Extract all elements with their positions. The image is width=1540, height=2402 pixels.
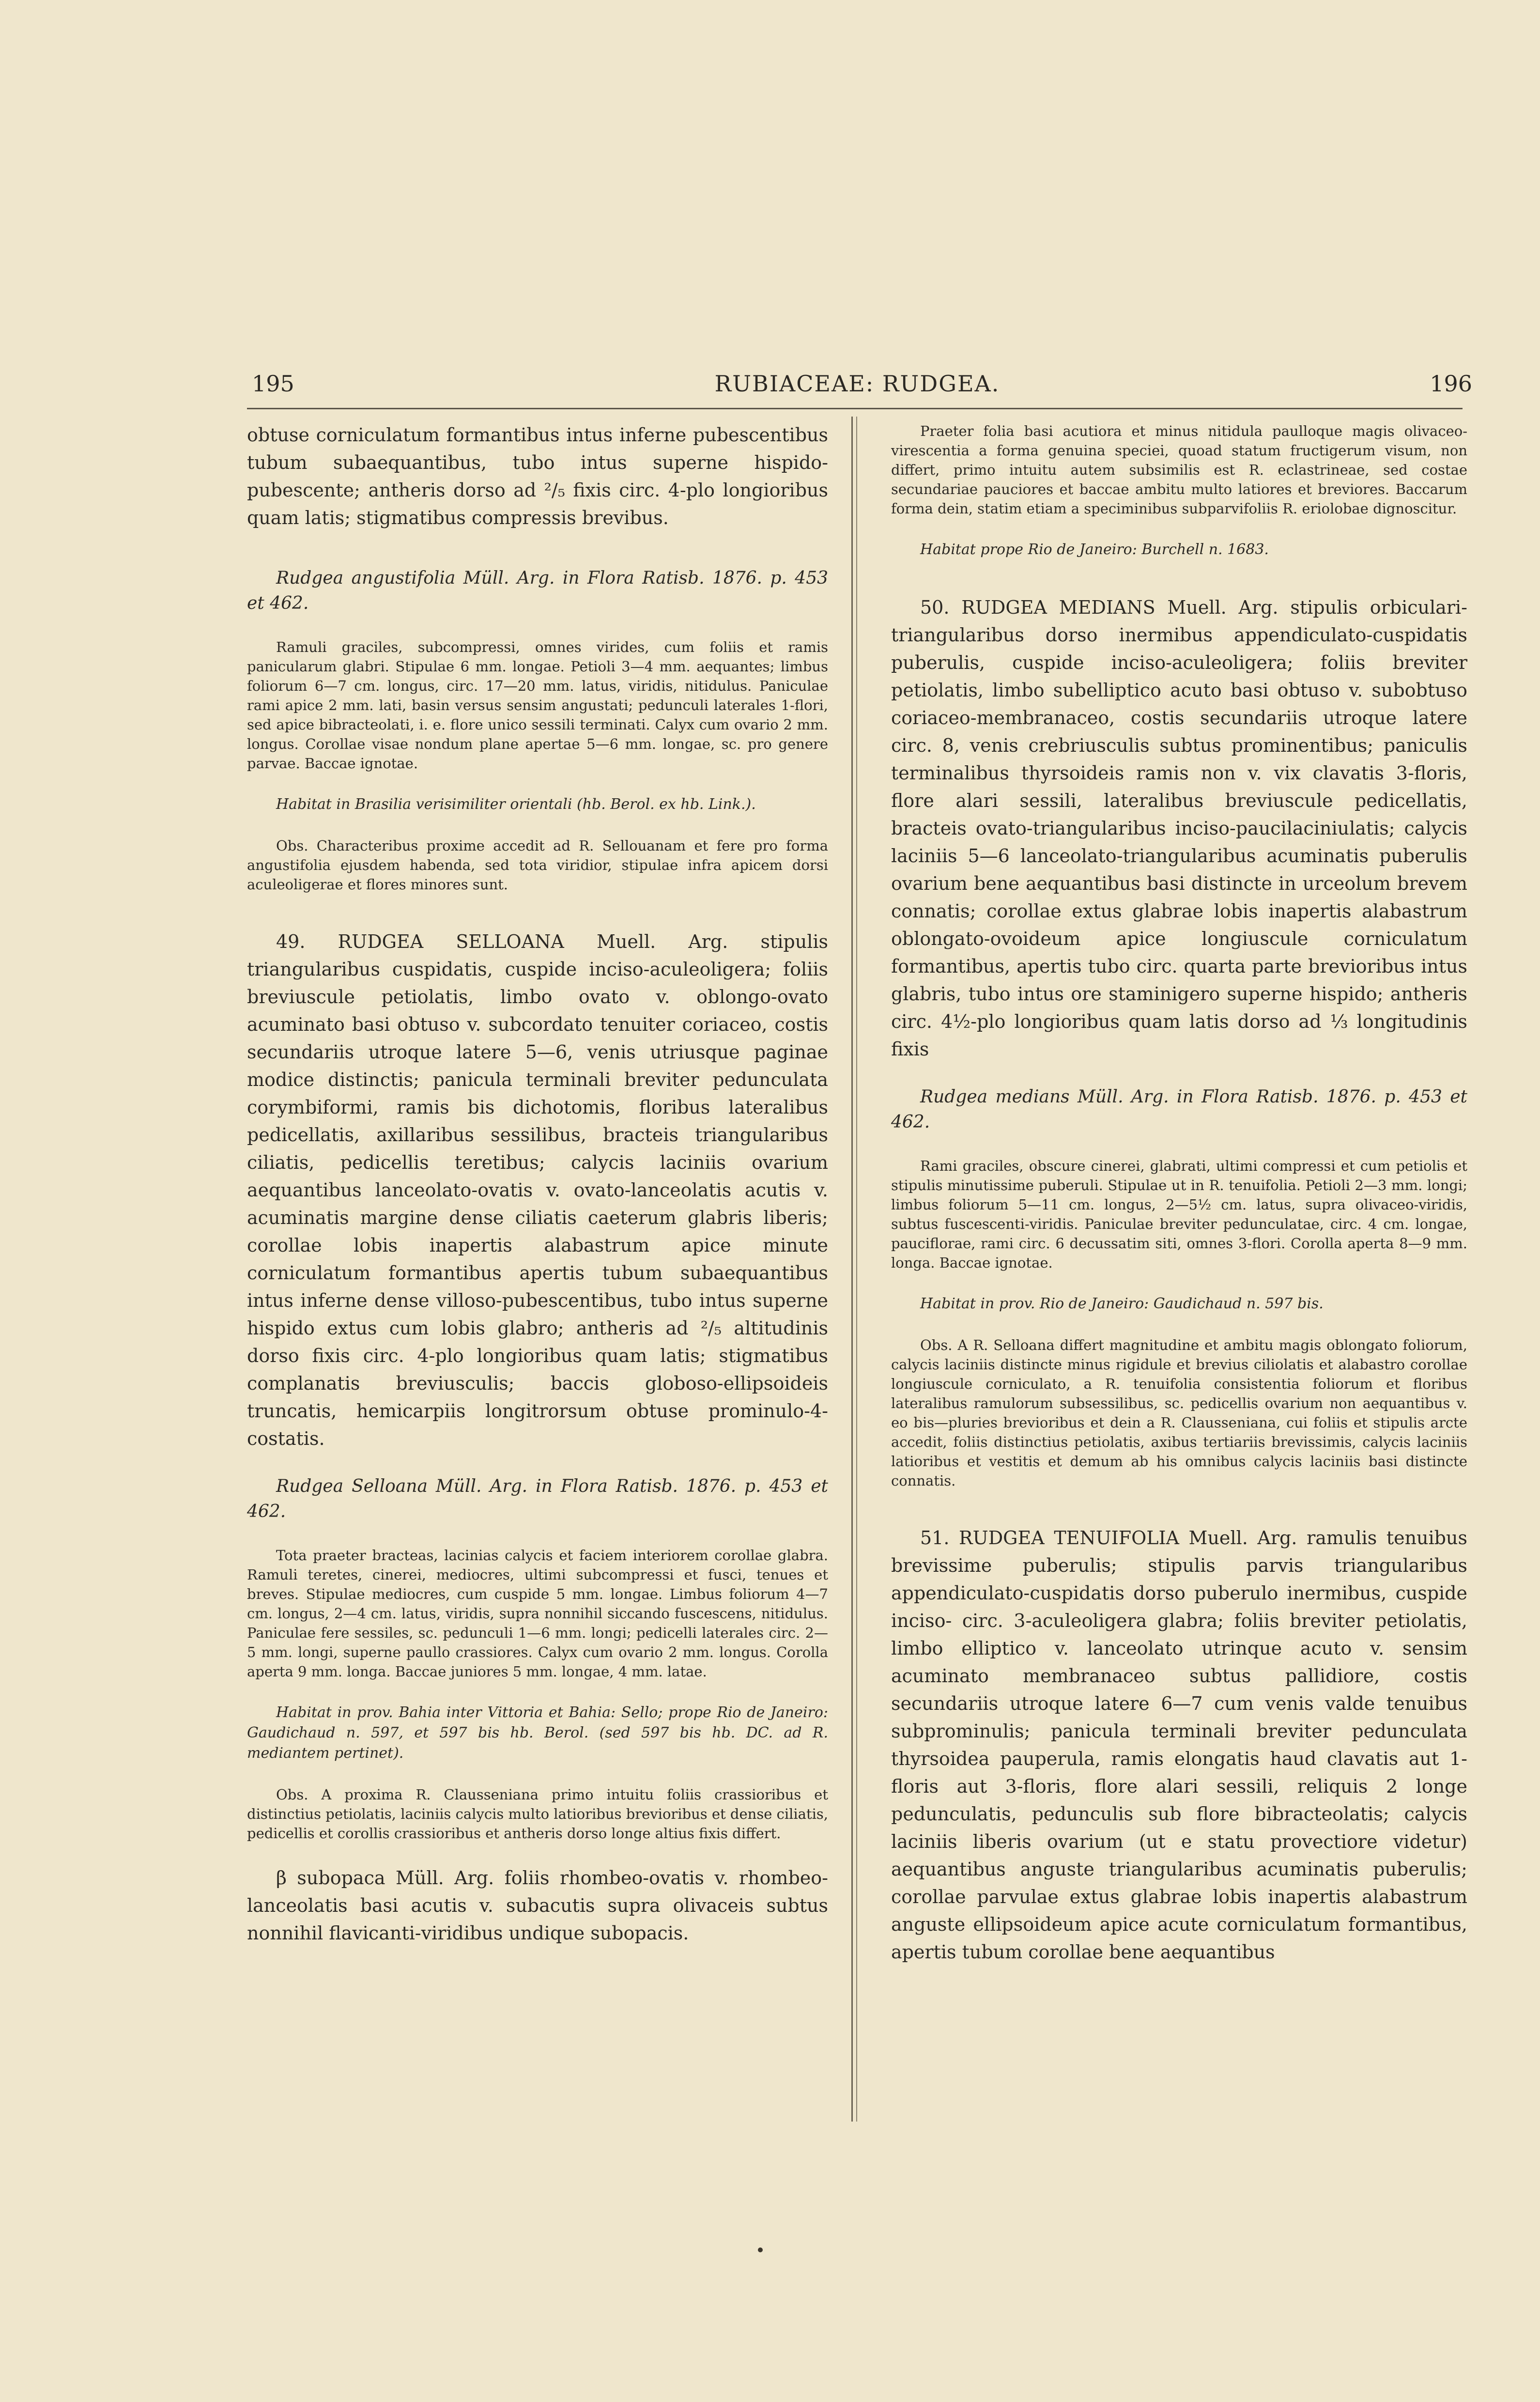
page-number-left: 195: [252, 371, 294, 397]
citation-selloana: Rudgea Selloana Müll. Arg. in Flora Ratisb. 1876. p. 453 et 462.: [247, 1476, 828, 1521]
continuation-paragraph: obtuse corniculatum formantibus intus inferne pubescentibus tubum subaequantibus, tubo intus superne hispido-pubescente; antheris dorso ad ²/₅ fixis circ. 4-plo longioribus quam latis; stigmatibus compressis brevibus.: [247, 424, 828, 528]
running-title: RUBIACEAE: RUDGEA.: [714, 371, 1000, 397]
habitat-medians: Habitat in prov. Rio de Janeiro: Gaudichaud n. 597 bis.: [920, 1295, 1324, 1312]
header-rule: [247, 408, 1463, 409]
description-medians: Rami graciles, obscure cinerei, glabrati, ultimi compressi et cum petiolis et stipulis minutissime puberuli. Stipulae ut in R. tenuifolia. Petioli 2—3 mm. longi; limbus foliorum 5—11 cm. longus, 2—5½ cm. latus, supra olivaceo-viridis, subtus fuscescenti-viridis. Paniculae breviter pedunculatae, circ. 4 cm. longae, pauciflorae, rami circ. 6 decussatim siti, omnes 3-flori. Corolla aperta 8—9 mm. longa. Baccae ignotae.: [891, 1158, 1467, 1271]
habitat-burchell: Habitat prope Rio de Janeiro: Burchell n. 1683.: [920, 541, 1269, 558]
running-header: [242, 371, 1472, 404]
habitat-selloana: Habitat in prov. Bahia inter Vittoria et Bahia: Sello; prope Rio de Janeiro: Gaudichaud n. 597, et 597 bis hb. Berol. (sed 597 bis hb. DC. ad R. mediantem pertinet).: [247, 1704, 828, 1762]
left-column: [247, 421, 828, 1947]
column-rule-inner: [856, 417, 857, 2122]
page-number-right: 196: [1430, 371, 1472, 397]
description-angustifolia: Ramuli graciles, subcompressi, omnes virides, cum foliis et ramis panicularum glabri. Stipulae 6 mm. longae. Petioli 3—4 mm. aequantes; limbus foliorum 6—7 cm. longus, circ. 17—20 mm. latus, viridis, nitidulus. Paniculae rami apice 2 mm. lati, basin versus sensim angustati; pedunculi laterales 1-flori, sed apice bibracteolati, i. e. flore unico sessili terminati. Calyx cum ovario 2 mm. longus. Corollae visae nondum plane apertae 5—6 mm. longae, sc. pro genere parvae. Baccae ignotae.: [247, 639, 828, 772]
variety-note: Praeter folia basi acutiora et minus nitidula paulloque magis olivaceo-virescentia a forma genuina speciei, quoad statum fructigerum visum, non differt, primo intuitu autem subsimilis est R. eclastrineae, sed costae secundariae pauciores et baccae ambitu multo latiores et breviores. Baccarum forma dein, statim etiam a speciminibus subparvifoliis R. eriolobae dignoscitur.: [891, 423, 1467, 517]
species-51-tenuifolia: 51. RUDGEA TENUIFOLIA Muell. Arg. ramulis tenuibus brevissime puberulis; stipulis parvis triangularibus appendiculato-cuspidatis dorso puberulo inermibus, cuspide inciso- circ. 3-aculeoligera glabra; foliis breviter petiolatis, limbo elliptico v. lanceolato utrinque acuto v. sensim acuminato membranaceo subtus pallidiore, costis secundariis utroque latere 6—7 cum venis valde tenuibus subprominulis; panicula terminali breviter pedunculata thyrsoidea pauperula, ramis elongatis haud clavatis aut 1-floris aut 3-floris, flore alari sessili, reliquis 2 longe pedunculatis, pedunculis sub flore bibracteolatis; calycis laciniis liberis ovarium (ut e statu provectiore videtur) aequantibus anguste triangularibus acuminatis puberulis; corollae parvulae extus glabrae lobis inapertis alabastrum anguste ellipsoideum apice acute corniculatum formantibus, apertis tubum corollae bene aequantibus: [891, 1527, 1467, 1963]
right-column: [891, 421, 1467, 1966]
citation-medians: Rudgea medians Müll. Arg. in Flora Ratisb. 1876. p. 453 et 462.: [891, 1087, 1467, 1132]
ink-spot: [758, 2247, 763, 2252]
species-49-selloana: 49. RUDGEA SELLOANA Muell. Arg. stipulis triangularibus cuspidatis, cuspide inciso-aculeoligera; foliis breviuscule petiolatis, limbo ovato v. oblongo-ovato acuminato basi obtuso v. subcordato tenuiter coriaceo, costis secundariis utroque latere 5—6, venis utriusque paginae modice distinctis; panicula terminali breviter pedunculata corymbiformi, ramis bis dichotomis, floribus lateralibus pedicellatis, axillaribus sessilibus, bracteis triangularibus ciliatis, pedicellis teretibus; calycis laciniis ovarium aequantibus lanceolato-ovatis v. ovato-lanceolatis acutis v. acuminatis margine dense ciliatis caeterum glabris liberis; corollae lobis inapertis alabastrum apice minute corniculatum formantibus apertis tubum subaequantibus intus inferne dense villoso-pubescentibus, tubo intus superne hispido extus cum lobis glabro; antheris ad ²/₅ altitudinis dorso fixis circ. 4-plo longioribus quam latis; stigmatibus complanatis breviusculis; baccis globoso-ellipsoideis truncatis, hemicarpiis longitrorsum obtuse prominulo-4-costatis.: [247, 931, 828, 1449]
observation-medians: Obs. A R. Selloana differt magnitudine et ambitu magis oblongato foliorum, calycis laciniis distincte minus rigidule et brevius ciliolatis et alabastro corollae longiuscule corniculato, a R. tenuifolia consistentia foliorum et floribus lateralibus ramulorum subsessilibus, sc. pedicellis ovarium non aequantibus v. eo bis—pluries brevioribus et dein a R. Claussenianа, cui foliis et stipulis arcte accedit, foliis distinctius petiolatis, axibus tertiariis brevissimis, calycis laciniis latioribus et vestitis et demum ab his omnibus calycis laciniis basi distincte connatis.: [891, 1337, 1467, 1489]
description-selloana: Tota praeter bracteas, lacinias calycis et faciem interiorem corollae glabra. Ramuli teretes, cinerei, mediocres, ultimi subcompressi et fusci, tenues et breves. Stipulae mediocres, cum cuspide 5 mm. longae. Limbus foliorum 4—7 cm. longus, 2—4 cm. latus, viridis, supra nonnihil siccando fuscescens, nitidulus. Paniculae fere sessiles, sc. pedunculi 1—6 mm. longi; pedicelli laterales circ. 2—5 mm. longi, superne paullo crassiores. Calyx cum ovario 2 mm. longus. Corolla aperta 9 mm. longa. Baccae juniores 5 mm. longae, 4 mm. latae.: [247, 1547, 828, 1680]
habitat-angustifolia: Habitat in Brasilia verisimiliter orientali (hb. Berol. ex hb. Link.).: [276, 796, 756, 813]
column-rule: [851, 417, 853, 2122]
variety-subopaca: β subopaca Müll. Arg. foliis rhombeo-ovatis v. rhombeo-lanceolatis basi acutis v. subacutis supra olivaceis subtus nonnihil flavicanti-viridibus undique subopacis.: [247, 1867, 828, 1944]
observation-selloana: Obs. A proxima R. Clausseniana primo intuitu foliis crassioribus et distinctius petiolatis, laciniis calycis multo latioribus brevioribus et dense ciliatis, pedicellis et corollis crassioribus et antheris dorso longe altius fixis differt.: [247, 1786, 828, 1842]
species-50-medians: 50. RUDGEA MEDIANS Muell. Arg. stipulis orbiculari-triangularibus dorso inermibus appendiculato-cuspidatis puberulis, cuspide inciso-aculeoligera; foliis breviter petiolatis, limbo subelliptico acuto basi obtuso v. subobtuso coriaceo-membranaceo, costis secundariis utroque latere circ. 8, venis crebriusculis subtus prominentibus; paniculis terminalibus thyrsoideis ramis non v. vix clavatis 3-floris, flore alari sessili, lateralibus breviuscule pedicellatis, bracteis ovato-triangularibus inciso-paucilaciniulatis; calycis laciniis 5—6 lanceolato-triangularibus acuminatis puberulis ovarium bene aequantibus basi distincte in urceolum brevem connatis; corollae extus glabrae lobis inapertis alabastrum oblongato-ovoideum apice longiuscule corniculatum formantibus, apertis tubo circ. quarta parte brevioribus intus glabris, tubo intus ore staminigero superne hispido; antheris circ. 4½-plo longioribus quam latis dorso ad ⅓ longitudinis fixis: [891, 597, 1467, 1060]
citation-angustifolia: Rudgea angustifolia Müll. Arg. in Flora Ratisb. 1876. p. 453 et 462.: [247, 568, 828, 613]
observation-angustifolia: Obs. Characteribus proxime accedit ad R. Sellouanam et fere pro forma angustifolia ejusdem habenda, sed tota viridior, stipulae infra apicem dorsi aculeoligerae et flores minores sunt.: [247, 837, 828, 893]
